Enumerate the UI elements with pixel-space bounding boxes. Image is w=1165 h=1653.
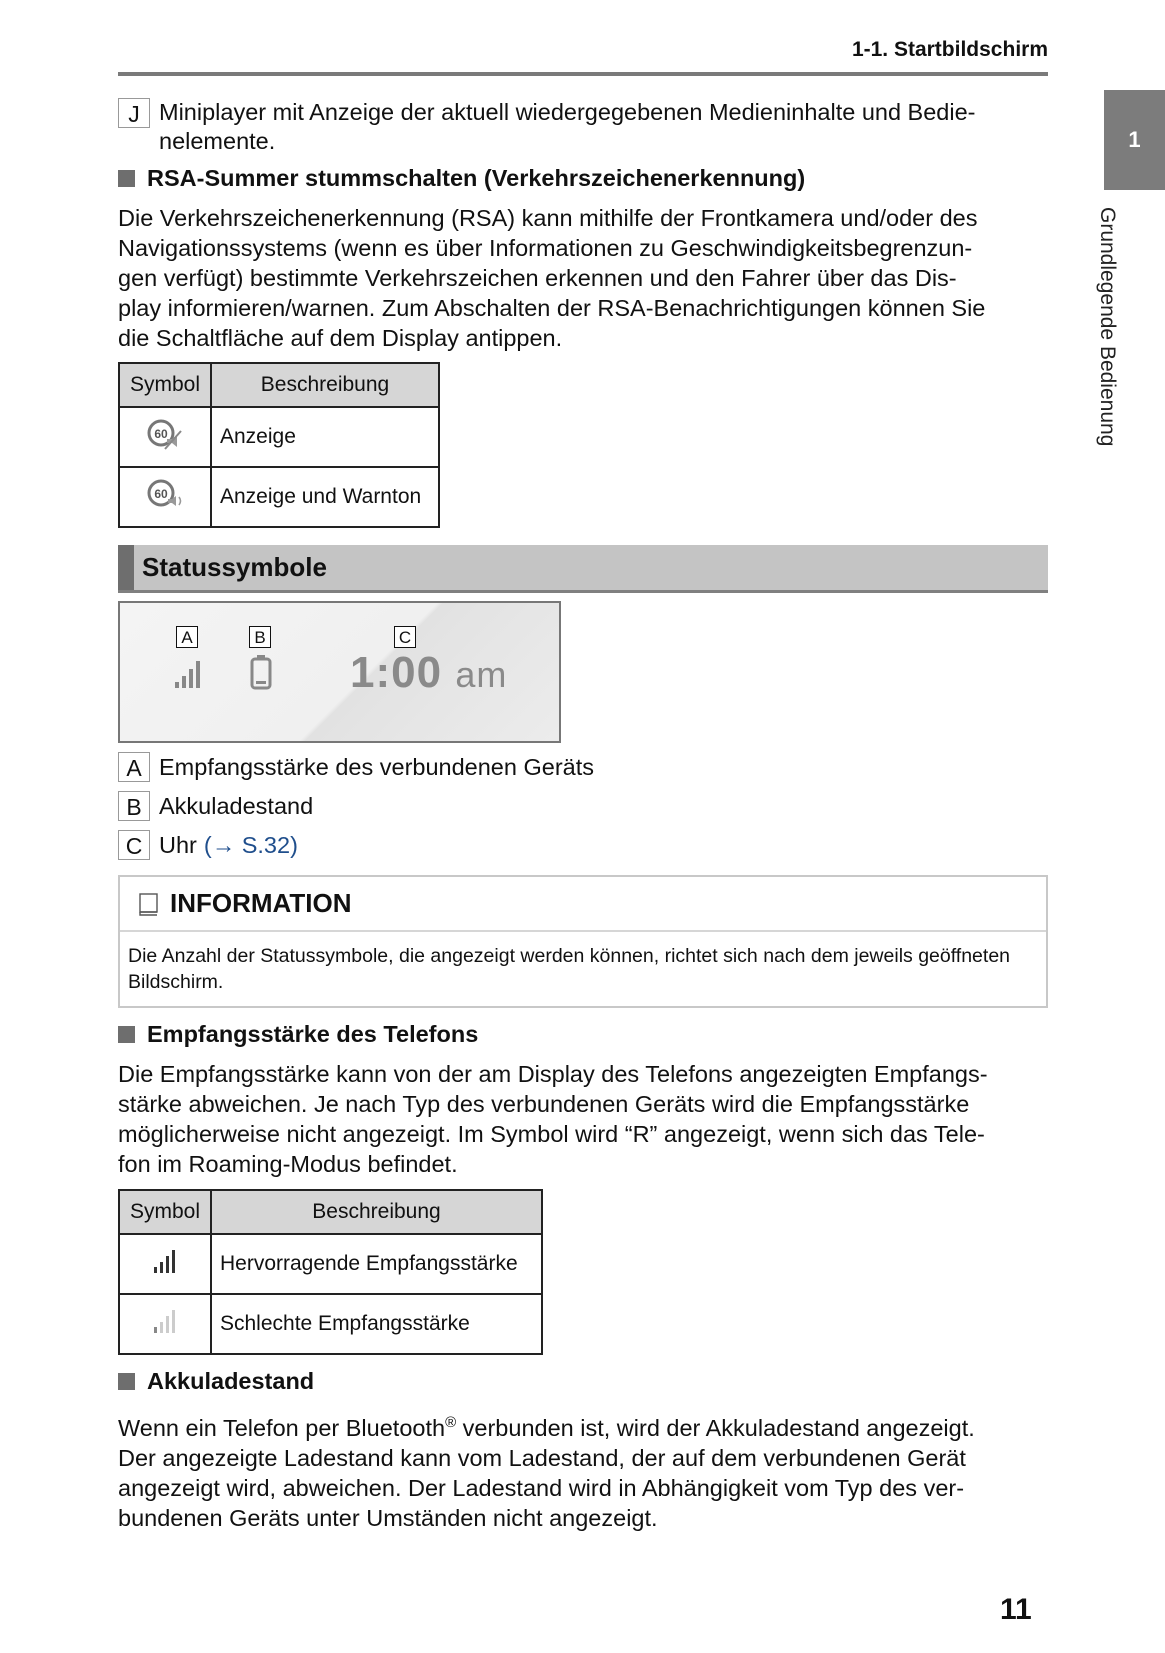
key-label: J [118,98,150,128]
heading-square-icon [118,170,135,187]
section-heading-bar [118,545,1048,593]
battery-body-line: bundenen Geräts unter Umständen nicht angezeigt. [118,1504,658,1531]
signal-body-line: fon im Roaming-Modus befindet. [118,1151,458,1177]
list-item-text: Akkuladestand [159,792,314,819]
clock-ampm: am [455,654,508,695]
signal-body-line: möglicherweise nicht angezeigt. Im Symbol wird “R” angezeigt, wenn sich das Tele- [118,1121,985,1147]
callout-c: C [394,626,416,648]
signal-heading [118,1021,478,1048]
battery-heading [118,1368,314,1395]
signal-body [118,1059,1048,1179]
battery-body-line: angezeigt wird, abweichen. Der Ladestand wird in Abhängigkeit vom Typ des ver- [118,1474,965,1501]
information-body: Die Anzahl der Statussymbole, die angezeigt werden können, richtet sich nach dem jeweils geöffneten Bildschirm. [128,945,1011,993]
battery-icon [250,654,272,690]
page-number: 11 [1000,1593,1032,1626]
callout-b: B [249,626,271,648]
rsa-table [118,362,440,528]
battery-heading-text: Akkuladestand [147,1368,315,1394]
clock-display [350,648,507,698]
status-bar-screenshot [118,601,561,743]
rsa-heading-text: RSA-Summer stummschalten (Verkehrszeichenerkennung) [147,165,806,191]
list-item [118,791,313,821]
section-title: Statussymbole [142,552,327,582]
table-cell: Anzeige [211,407,439,467]
page-reference-link[interactable]: (→ S.32) [203,831,298,858]
book-icon [136,891,162,917]
table-cell: Anzeige und Warnton [211,467,439,527]
list-item-text: Empfangsstärke des verbundenen Geräts [159,753,595,780]
key-label: B [118,791,150,821]
information-title: INFORMATION [170,888,352,918]
item-j-text-1: Miniplayer mit Anzeige der aktuell wiedergegebenen Medieninhalte und Bedie- [159,99,976,125]
table-row [119,1294,542,1354]
signal-strength-icon [174,656,206,690]
list-item [118,752,594,782]
battery-text: verbunden ist, wird der Akkuladestand angezeigt. [456,1414,975,1441]
battery-body-line [118,1408,1048,1443]
signal-body-line: Die Empfangsstärke kann von der am Display des Telefons angezeigten Empfangs- [118,1061,988,1087]
table-cell: Hervorragende Empfangsstärke [211,1234,542,1294]
header-rule [118,72,1048,76]
section-bar-accent [118,545,134,590]
signal-weak-icon [119,1294,211,1354]
list-item-text: Uhr [159,831,197,858]
heading-square-icon [118,1026,135,1043]
speed-60-sound-icon [119,467,211,527]
speed-60-mute-icon [119,407,211,467]
col-symbol: Symbol [119,1190,211,1234]
rsa-body [118,203,1048,353]
heading-square-icon [118,1373,135,1390]
rsa-body-line: die Schaltfläche auf dem Display antippen. [118,325,563,351]
table-cell: Schlechte Empfangsstärke [211,1294,542,1354]
battery-text: Wenn ein Telefon per Bluetooth [118,1414,446,1441]
item-j-text-2: nelemente. [159,128,276,154]
signal-heading-text: Empfangsstärke des Telefons [147,1021,479,1047]
table-row [119,407,439,467]
rsa-body-line: Die Verkehrszeichenerkennung (RSA) kann mithilfe der Frontkamera und/oder des [118,205,978,231]
registered-mark: ® [445,1414,457,1431]
key-label: A [118,752,150,782]
signal-body-line: stärke abweichen. Je nach Typ des verbundenen Geräts wird die Empfangsstärke [118,1091,970,1117]
rsa-heading [118,165,805,192]
col-symbol: Symbol [119,363,211,407]
chapter-tab: 1 [1104,90,1165,190]
signal-table [118,1189,543,1355]
signal-strong-icon [119,1234,211,1294]
information-header [120,877,1046,932]
rsa-body-line: play informieren/warnen. Zum Abschalten der RSA-Benachrichtigungen können Sie [118,295,986,321]
callout-a: A [176,626,198,648]
rsa-body-line: Navigationssystems (wenn es über Informationen zu Geschwindigkeitsbegrenzun- [118,235,973,261]
table-row [119,1234,542,1294]
running-header: 1-1. Startbildschirm [851,38,1048,61]
item-j [118,98,976,156]
clock-time: 1:00 [350,648,443,697]
col-description: Beschreibung [211,363,439,407]
battery-body-line: Der angezeigte Ladestand kann vom Ladestand, der auf dem verbundenen Gerät [118,1444,966,1471]
battery-body [118,1408,1048,1533]
svg-text:60: 60 [154,427,168,441]
rsa-body-line: gen verfügt) bestimmte Verkehrszeichen erkennen und den Fahrer über das Dis- [118,265,957,291]
key-label: C [118,830,150,860]
table-row [119,467,439,527]
svg-text:60: 60 [154,487,168,501]
list-item [118,830,298,860]
information-box [118,875,1048,1008]
col-description: Beschreibung [211,1190,542,1234]
chapter-side-label: Grundlegende Bedienung [1096,207,1119,447]
